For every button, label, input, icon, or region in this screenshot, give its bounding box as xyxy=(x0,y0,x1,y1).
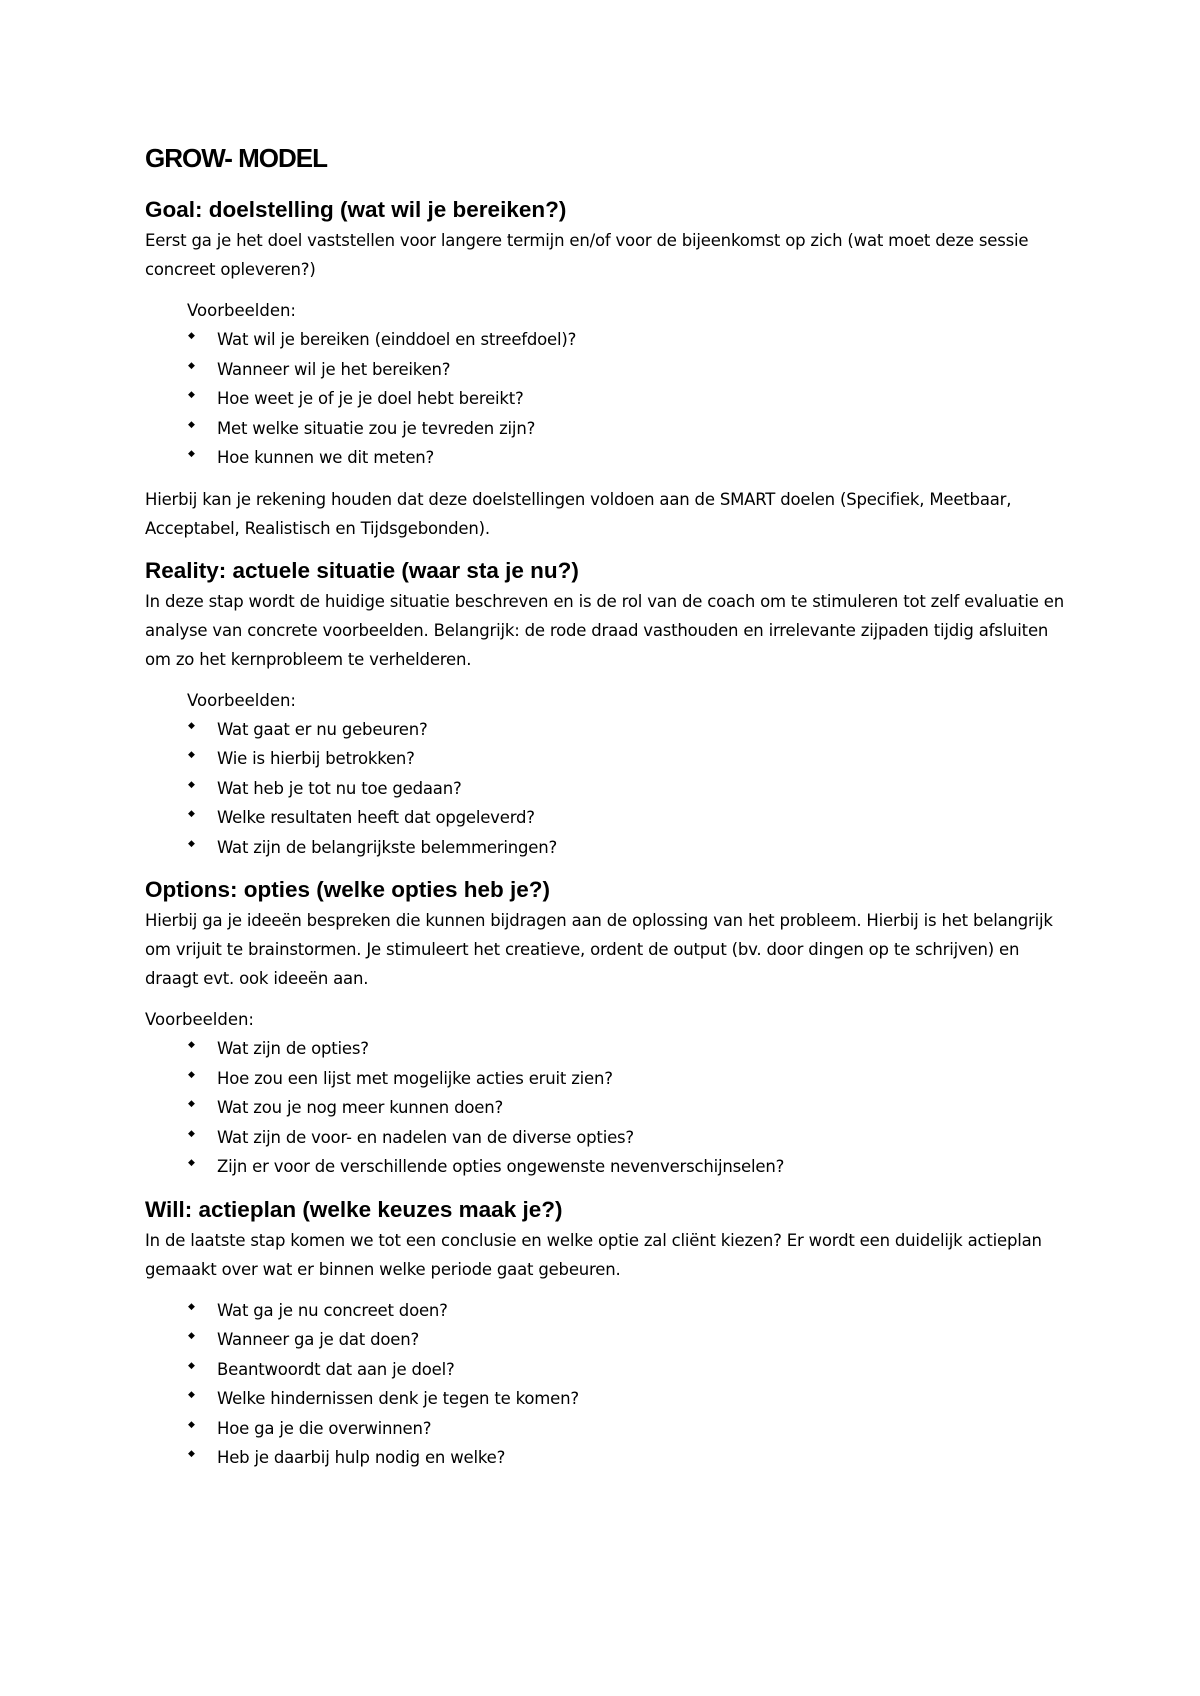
list-item: ◆ Wat ga je nu concreet doen? xyxy=(145,1296,1065,1326)
list-item: ◆ Zijn er voor de verschillende opties ongewenste nevenverschijnselen? xyxy=(145,1152,1065,1182)
document-title: GROW- MODEL xyxy=(145,143,328,173)
diamond-bullet-icon: ◆ xyxy=(188,809,195,819)
list-item: ◆ Hoe zou een lijst met mogelijke acties eruit zien? xyxy=(145,1064,1065,1094)
section-reality xyxy=(145,555,1065,863)
diamond-bullet-icon: ◆ xyxy=(188,838,195,849)
bullet-list xyxy=(145,1034,1065,1182)
examples-label: Voorbeelden: xyxy=(187,690,296,710)
list-item: ◆ Hoe weet je of je je doel hebt bereikt? xyxy=(187,384,1065,414)
list-item: ◆ Wat zijn de opties? xyxy=(145,1034,1065,1064)
diamond-bullet-icon: ◆ xyxy=(188,390,195,400)
list-item: ◆ Wat gaat er nu gebeuren? xyxy=(187,715,1065,745)
diamond-bullet-icon: ◆ xyxy=(188,331,195,341)
list-item: ◆ Welke hindernissen denk je tegen te komen? xyxy=(145,1384,1065,1414)
section-will xyxy=(145,1194,1065,1473)
diamond-bullet-icon: ◆ xyxy=(188,1360,195,1371)
diamond-bullet-icon: ◆ xyxy=(188,1419,195,1430)
list-item: ◆ Wat zijn de belangrijkste belemmeringen? xyxy=(187,833,1065,863)
section-heading: Will: actieplan (welke keuzes maak je?) xyxy=(145,1196,563,1222)
diamond-bullet-icon: ◆ xyxy=(188,1158,195,1168)
examples-block xyxy=(145,1296,1065,1473)
list-item: ◆ Hoe kunnen we dit meten? xyxy=(187,443,1065,473)
section-heading: Options: opties (welke opties heb je?) xyxy=(145,877,551,902)
diamond-bullet-icon: ◆ xyxy=(188,1301,195,1312)
examples-block xyxy=(187,686,1065,863)
list-item: ◆ Wat wil je bereiken (einddoel en streefdoel)? xyxy=(187,325,1065,355)
list-item: ◆ Hoe ga je die overwinnen? xyxy=(145,1414,1065,1444)
examples-block xyxy=(187,296,1065,473)
diamond-bullet-icon: ◆ xyxy=(188,720,195,731)
list-item: ◆ Heb je daarbij hulp nodig en welke? xyxy=(145,1443,1065,1473)
examples-label: Voorbeelden: xyxy=(187,301,296,320)
section-heading: Goal: doelstelling (wat wil je bereiken?) xyxy=(145,197,567,222)
section-heading: Reality: actuele situatie (waar sta je nu?) xyxy=(145,557,579,583)
diamond-bullet-icon: ◆ xyxy=(188,1069,195,1080)
list-item: ◆ Wanneer wil je het bereiken? xyxy=(187,355,1065,385)
list-item: ◆ Met welke situatie zou je tevreden zijn? xyxy=(187,414,1065,444)
diamond-bullet-icon: ◆ xyxy=(188,1040,195,1050)
section-intro: Hierbij ga je ideeën bespreken die kunnen bijdragen aan de oplossing van het probleem. Hierbij is het belangrijk om vrijuit te brainstormen. Je stimuleert het creatieve, ordent de output (bv. door dingen op te schrijven) en draagt evt. ook ideeën aan. xyxy=(145,911,1053,988)
list-item: ◆ Wat zijn de voor- en nadelen van de diverse opties? xyxy=(145,1123,1065,1153)
list-item: ◆ Beantwoordt dat aan je doel? xyxy=(145,1355,1065,1385)
diamond-bullet-icon: ◆ xyxy=(188,360,195,371)
diamond-bullet-icon: ◆ xyxy=(188,1128,195,1139)
bullet-list xyxy=(145,1296,1065,1473)
examples-block xyxy=(145,1005,1065,1182)
section-outro: Hierbij kan je rekening houden dat deze doelstellingen voldoen aan de SMART doelen (Specifiek, Meetbaar, Acceptabel, Realistisch en Tijdsgebonden). xyxy=(145,489,1012,538)
section-intro: Eerst ga je het doel vaststellen voor langere termijn en/of voor de bijeenkomst op zich (wat moet deze sessie concreet opleveren?) xyxy=(145,231,1029,279)
diamond-bullet-icon: ◆ xyxy=(188,449,195,459)
list-item: ◆ Welke resultaten heeft dat opgeleverd? xyxy=(187,803,1065,833)
diamond-bullet-icon: ◆ xyxy=(188,419,195,430)
list-item: ◆ Wat heb je tot nu toe gedaan? xyxy=(187,774,1065,804)
diamond-bullet-icon: ◆ xyxy=(188,1449,195,1459)
section-intro: In de laatste stap komen we tot een conclusie en welke optie zal cliënt kiezen? Er wordt een duidelijk actieplan gemaakt over wat er binnen welke periode gaat gebeuren. xyxy=(145,1230,1042,1279)
diamond-bullet-icon: ◆ xyxy=(188,1331,195,1341)
document-content xyxy=(145,140,1065,1485)
diamond-bullet-icon: ◆ xyxy=(188,779,195,790)
list-item: ◆ Wie is hierbij betrokken? xyxy=(187,744,1065,774)
diamond-bullet-icon: ◆ xyxy=(188,1390,195,1400)
bullet-list xyxy=(187,325,1065,473)
section-options xyxy=(145,874,1065,1182)
bullet-list xyxy=(187,715,1065,863)
diamond-bullet-icon: ◆ xyxy=(188,750,195,760)
list-item: ◆ Wanneer ga je dat doen? xyxy=(145,1325,1065,1355)
list-item: ◆ Wat zou je nog meer kunnen doen? xyxy=(145,1093,1065,1123)
diamond-bullet-icon: ◆ xyxy=(188,1099,195,1109)
section-goal xyxy=(145,194,1065,543)
section-intro: In deze stap wordt de huidige situatie beschreven en is de rol van de coach om te stimuleren tot zelf evaluatie en analyse van concrete voorbeelden. Belangrijk: de rode draad vasthouden en irrelevante zijpaden tijdig afsluiten om zo het kernprobleem te verhelderen. xyxy=(145,591,1064,669)
examples-label: Voorbeelden: xyxy=(145,1010,254,1029)
